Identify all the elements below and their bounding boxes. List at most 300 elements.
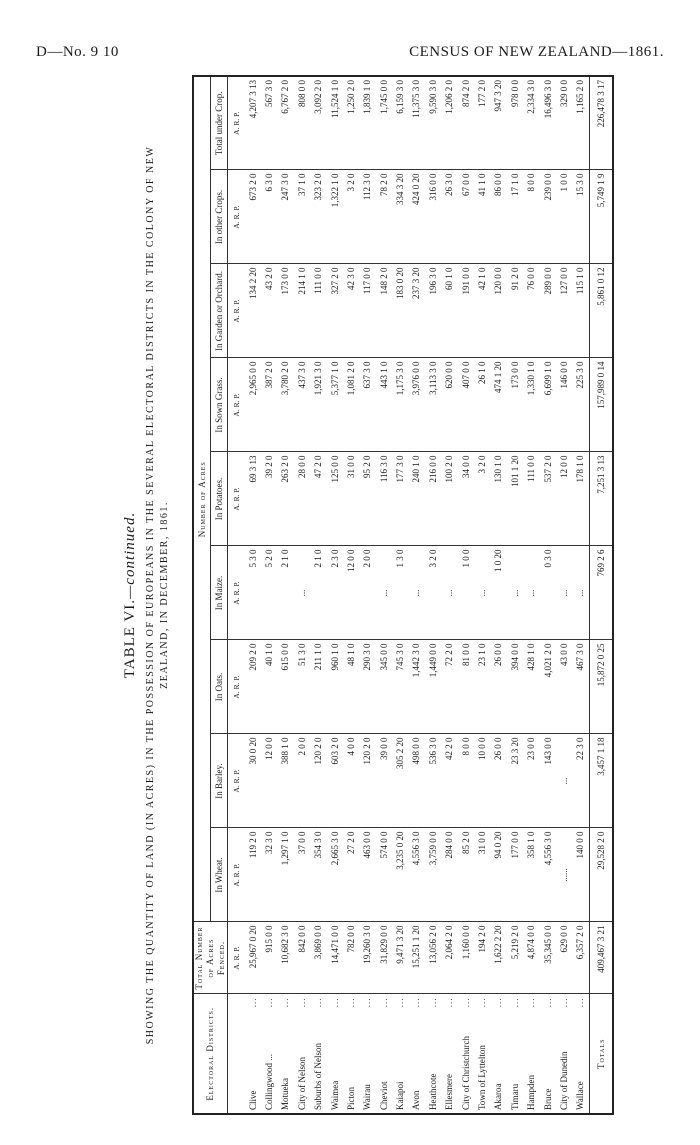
- wheat-cell: 463 0 0: [359, 828, 375, 922]
- totals-fenced-cell: 409,467 3 21: [589, 922, 613, 994]
- district-cell: [343, 994, 359, 1114]
- header-fenced: Total Number of Acres Fenced.: [193, 922, 228, 994]
- leader-dots: ...: [542, 997, 553, 1008]
- wheat-cell: ......: [556, 828, 572, 922]
- oats-cell: 81 0 0: [457, 640, 473, 734]
- grass-cell: 407 0 0: [457, 358, 473, 452]
- barley-cell: 120 2 0: [359, 734, 375, 828]
- leader-dots: ...: [575, 997, 586, 1008]
- table-row: [523, 76, 539, 1114]
- grass-cell: 26 1 0: [474, 358, 490, 452]
- potatoes-cell: 28 0 0: [294, 452, 310, 546]
- maize-cell: 5 2 0: [261, 546, 277, 640]
- garden-cell: 214 1 0: [294, 264, 310, 358]
- other-cell: 1 0 0: [556, 170, 572, 264]
- fenced-cell: 782 0 0: [343, 922, 359, 994]
- potatoes-cell: 39 2 0: [261, 452, 277, 546]
- total-cell: 11,524 1 0: [326, 76, 342, 170]
- table-row: [244, 76, 260, 1114]
- barley-cell: 305 2 20: [392, 734, 408, 828]
- fenced-cell: 1,622 2 20: [490, 922, 506, 994]
- potatoes-cell: 116 3 0: [376, 452, 392, 546]
- potatoes-cell: 31 0 0: [343, 452, 359, 546]
- header-district: Electoral Districts.: [193, 994, 228, 1114]
- potatoes-cell: 178 1 0: [572, 452, 589, 546]
- district-name: Picton: [345, 1086, 356, 1110]
- leader-dots: ...: [329, 997, 340, 1008]
- grass-cell: 1,921 3 0: [310, 358, 326, 452]
- wheat-cell: 4,556 3 0: [539, 828, 555, 922]
- wheat-cell: 3,235 0 20: [392, 828, 408, 922]
- unit-cell: A. R. P.: [228, 452, 245, 546]
- garden-cell: 148 2 0: [376, 264, 392, 358]
- district-cell: [457, 994, 473, 1114]
- potatoes-cell: 130 1 0: [490, 452, 506, 546]
- district-cell: [572, 994, 589, 1114]
- barley-cell: 23 0 0: [523, 734, 539, 828]
- barley-cell: 30 0 20: [244, 734, 260, 828]
- unit-cell: A. R. P.: [228, 828, 245, 922]
- barley-cell: 2 0 0: [294, 734, 310, 828]
- leader-dots: ...: [444, 997, 455, 1008]
- garden-cell: 327 2 0: [326, 264, 342, 358]
- grass-cell: 3,976 0 0: [408, 358, 424, 452]
- table-row: [359, 76, 375, 1114]
- garden-cell: 76 0 0: [523, 264, 539, 358]
- header-garden: In Garden or Orchard.: [211, 264, 228, 358]
- leader-dots: ...: [427, 997, 438, 1008]
- totals-row: [589, 76, 613, 1114]
- header-wheat: In Wheat.: [211, 828, 228, 922]
- totals-total-cell: 226,478 3 17: [589, 76, 613, 170]
- wheat-cell: 119 2 0: [244, 828, 260, 922]
- header-number-of-acres: Number of Acres: [193, 76, 211, 922]
- fenced-cell: 1,160 0 0: [457, 922, 473, 994]
- total-cell: 978 0 0: [507, 76, 523, 170]
- fenced-cell: 6,357 2 0: [572, 922, 589, 994]
- district-name: Avon: [411, 1090, 422, 1110]
- garden-cell: 60 1 0: [441, 264, 457, 358]
- running-title: CENSUS OF NEW ZEALAND—1861.: [409, 44, 664, 60]
- wheat-cell: 140 0 0: [572, 828, 589, 922]
- oats-cell: 40 1 0: [261, 640, 277, 734]
- district-cell: [376, 994, 392, 1114]
- leader-dots: ...: [345, 997, 356, 1008]
- oats-cell: 26 0 0: [490, 640, 506, 734]
- potatoes-cell: 101 1 20: [507, 452, 523, 546]
- table-row: [310, 76, 326, 1114]
- table-row: [326, 76, 342, 1114]
- garden-cell: 115 1 0: [572, 264, 589, 358]
- garden-cell: 117 0 0: [359, 264, 375, 358]
- table-title: [122, 75, 139, 1115]
- fenced-cell: 629 0 0: [556, 922, 572, 994]
- total-cell: 1,165 2 0: [572, 76, 589, 170]
- potatoes-cell: 100 2 0: [441, 452, 457, 546]
- district-name: Kaiapoi: [395, 1081, 406, 1110]
- wheat-cell: 354 3 0: [310, 828, 326, 922]
- district-cell: [425, 994, 441, 1114]
- census-table: [192, 75, 614, 1115]
- other-cell: 3 2 0: [343, 170, 359, 264]
- maize-cell: 5 3 0: [244, 546, 260, 640]
- table-subtitle: SHOWING THE QUANTITY OF LAND (IN ACRES) IN THE POSSESSION OF EUROPEANS IN THE SEVERAL ELECTORAL DISTRICTS IN THE COLONY OF NEW ZEALAND, IN DECEMBER, 1861.: [145, 145, 170, 1045]
- unit-cell: A. R. P.: [228, 922, 245, 994]
- wheat-cell: 358 1 0: [523, 828, 539, 922]
- barley-cell: 603 2 0: [326, 734, 342, 828]
- potatoes-cell: 34 0 0: [457, 452, 473, 546]
- barley-cell: 498 0 0: [408, 734, 424, 828]
- table-row: [490, 76, 506, 1114]
- totals-maize-cell: 769 2 6: [589, 546, 613, 640]
- wheat-cell: 94 0 20: [490, 828, 506, 922]
- other-cell: 316 0 0: [425, 170, 441, 264]
- leader-dots: ...: [378, 997, 389, 1008]
- district-cell: [310, 994, 326, 1114]
- oats-cell: 290 3 0: [359, 640, 375, 734]
- district-name: Heathcote: [427, 1073, 438, 1110]
- other-cell: 247 3 0: [277, 170, 293, 264]
- potatoes-cell: 12 0 0: [556, 452, 572, 546]
- other-cell: 8 0 0: [523, 170, 539, 264]
- district-cell: [441, 994, 457, 1114]
- table-row: [343, 76, 359, 1114]
- other-cell: 15 3 0: [572, 170, 589, 264]
- wheat-cell: 284 0 0: [441, 828, 457, 922]
- district-cell: [556, 994, 572, 1114]
- table-row: [392, 76, 408, 1114]
- oats-cell: 615 0 0: [277, 640, 293, 734]
- maize-cell: 3 2 0: [425, 546, 441, 640]
- leader-dots: ...: [247, 997, 258, 1008]
- garden-cell: 183 0 20: [392, 264, 408, 358]
- table-row: [539, 76, 555, 1114]
- district-name: Hampden: [526, 1075, 537, 1110]
- page-number: D—No. 9 10: [36, 44, 119, 60]
- barley-cell: 8 0 0: [457, 734, 473, 828]
- table-row: [376, 76, 392, 1114]
- total-cell: 1,745 0 0: [376, 76, 392, 170]
- district-name: Town of Lyttelton: [477, 1045, 488, 1110]
- garden-cell: 191 0 0: [457, 264, 473, 358]
- fenced-cell: 19,260 3 0: [359, 922, 375, 994]
- leader-dots: ...: [460, 997, 471, 1008]
- leader-dots: ...: [362, 997, 373, 1008]
- wheat-cell: 574 0 0: [376, 828, 392, 922]
- table-row: [294, 76, 310, 1114]
- district-cell: [523, 994, 539, 1114]
- oats-cell: 23 1 0: [474, 640, 490, 734]
- grass-cell: 437 3 0: [294, 358, 310, 452]
- fenced-cell: 2,064 2 0: [441, 922, 457, 994]
- district-name: Motueka: [280, 1078, 291, 1110]
- wheat-cell: 85 2 0: [457, 828, 473, 922]
- grass-cell: 387 2 0: [261, 358, 277, 452]
- district-cell: [507, 994, 523, 1114]
- total-cell: 808 0 0: [294, 76, 310, 170]
- totals-other-cell: 5,749 1 9: [589, 170, 613, 264]
- fenced-cell: 3,869 0 0: [310, 922, 326, 994]
- other-cell: 323 2 0: [310, 170, 326, 264]
- potatoes-cell: 3 2 0: [474, 452, 490, 546]
- garden-cell: 42 3 0: [343, 264, 359, 358]
- grass-cell: 146 0 0: [556, 358, 572, 452]
- potatoes-cell: 111 0 0: [523, 452, 539, 546]
- total-cell: 1,839 1 0: [359, 76, 375, 170]
- total-cell: 329 0 0: [556, 76, 572, 170]
- barley-cell: 120 2 0: [310, 734, 326, 828]
- maize-cell: ...: [523, 546, 539, 640]
- potatoes-cell: 95 2 0: [359, 452, 375, 546]
- maize-cell: 1 0 20: [490, 546, 506, 640]
- leader-dots: ...: [493, 997, 504, 1008]
- totals-district-cell: Totals: [589, 994, 613, 1114]
- other-cell: 424 0 20: [408, 170, 424, 264]
- oats-cell: 48 1 0: [343, 640, 359, 734]
- other-cell: 239 0 0: [539, 170, 555, 264]
- potatoes-cell: 216 0 0: [425, 452, 441, 546]
- district-name: City of Dunedin: [559, 1051, 569, 1110]
- maize-cell: 1 3 0: [392, 546, 408, 640]
- potatoes-cell: 47 2 0: [310, 452, 326, 546]
- unit-cell: A. R. P.: [228, 76, 245, 170]
- total-cell: 6,159 3 0: [392, 76, 408, 170]
- header-maize: In Maize.: [211, 546, 228, 640]
- unit-cell: A. R. P.: [228, 734, 245, 828]
- barley-cell: 42 2 0: [441, 734, 457, 828]
- total-cell: 947 3 20: [490, 76, 506, 170]
- district-cell: [326, 994, 342, 1114]
- garden-cell: 289 0 0: [539, 264, 555, 358]
- total-cell: 4,207 3 13: [244, 76, 260, 170]
- oats-cell: 467 3 0: [572, 640, 589, 734]
- wheat-cell: 2,665 3 0: [326, 828, 342, 922]
- units-row: [228, 76, 245, 1114]
- district-cell: [359, 994, 375, 1114]
- rotated-table-block: [122, 75, 697, 1115]
- wheat-cell: 3,759 0 0: [425, 828, 441, 922]
- garden-cell: 43 2 0: [261, 264, 277, 358]
- unit-cell: A. R. P.: [228, 640, 245, 734]
- leader-dots: ...: [411, 997, 422, 1008]
- header-barley: In Barley.: [211, 734, 228, 828]
- district-name: Timaru: [509, 1083, 520, 1110]
- district-cell: [392, 994, 408, 1114]
- grass-cell: 1,175 3 0: [392, 358, 408, 452]
- totals-wheat-cell: 29,528 2 0: [589, 828, 613, 922]
- leader-dots: ...: [526, 997, 537, 1008]
- table-row: [441, 76, 457, 1114]
- barley-cell: 22 3 0: [572, 734, 589, 828]
- district-name: Cheviot: [378, 1081, 389, 1110]
- grass-cell: 2,965 0 0: [244, 358, 260, 452]
- grass-cell: 225 3 0: [572, 358, 589, 452]
- maize-cell: 1 0 0: [457, 546, 473, 640]
- total-cell: 567 3 0: [261, 76, 277, 170]
- oats-cell: 745 3 0: [392, 640, 408, 734]
- leader-dots: ...: [509, 997, 520, 1008]
- district-cell: [277, 994, 293, 1114]
- header-total-crop: Total under Crop.: [211, 76, 228, 170]
- other-cell: 17 1 0: [507, 170, 523, 264]
- other-cell: 86 0 0: [490, 170, 506, 264]
- wheat-cell: 27 2 0: [343, 828, 359, 922]
- wheat-cell: 1,297 1 0: [277, 828, 293, 922]
- district-name: Suburbs of Nelson: [313, 1043, 324, 1110]
- other-cell: 26 3 0: [441, 170, 457, 264]
- barley-cell: 388 1 0: [277, 734, 293, 828]
- district-cell: [474, 994, 490, 1114]
- table-row: [408, 76, 424, 1114]
- oats-cell: 428 1 0: [523, 640, 539, 734]
- barley-cell: 4 0 0: [343, 734, 359, 828]
- potatoes-cell: 177 3 0: [392, 452, 408, 546]
- grass-cell: 3,113 3 0: [425, 358, 441, 452]
- table-row: [457, 76, 473, 1114]
- fenced-cell: 915 0 0: [261, 922, 277, 994]
- other-cell: 112 3 0: [359, 170, 375, 264]
- table-row: [556, 76, 572, 1114]
- district-cell: [244, 994, 260, 1114]
- total-cell: 1,250 2 0: [343, 76, 359, 170]
- wheat-cell: 31 0 0: [474, 828, 490, 922]
- total-cell: 177 2 0: [474, 76, 490, 170]
- grass-cell: 637 3 0: [359, 358, 375, 452]
- other-cell: 41 1 0: [474, 170, 490, 264]
- grass-cell: 1,330 1 0: [523, 358, 539, 452]
- total-cell: 9,590 3 0: [425, 76, 441, 170]
- district-name: Collingwood ...: [263, 1053, 274, 1110]
- garden-cell: 237 3 20: [408, 264, 424, 358]
- grass-cell: 474 1 20: [490, 358, 506, 452]
- totals-barley-cell: 3,457 1 18: [589, 734, 613, 828]
- maize-cell: 2 1 0: [277, 546, 293, 640]
- leader-dots: ...: [296, 997, 307, 1008]
- header-other-crops: In other Crops.: [211, 170, 228, 264]
- barley-cell: 26 0 0: [490, 734, 506, 828]
- oats-cell: 345 0 0: [376, 640, 392, 734]
- unit-cell: A. R. P.: [228, 170, 245, 264]
- totals-grass-cell: 157,989 0 14: [589, 358, 613, 452]
- total-cell: 874 2 0: [457, 76, 473, 170]
- garden-cell: 196 3 0: [425, 264, 441, 358]
- table-row: [425, 76, 441, 1114]
- unit-cell: A. R. P.: [228, 358, 245, 452]
- garden-cell: 91 2 0: [507, 264, 523, 358]
- other-cell: 78 2 0: [376, 170, 392, 264]
- district-cell: [539, 994, 555, 1114]
- barley-cell: ...: [556, 734, 572, 828]
- district-name: City of Christchurch: [460, 1036, 471, 1110]
- grass-cell: 443 1 0: [376, 358, 392, 452]
- oats-cell: 211 1 0: [310, 640, 326, 734]
- maize-cell: ...: [556, 546, 572, 640]
- oats-cell: 960 1 0: [326, 640, 342, 734]
- header-oats: In Oats.: [211, 640, 228, 734]
- maize-cell: 2 1 0: [310, 546, 326, 640]
- leader-dots: ...: [477, 997, 488, 1008]
- fenced-cell: 13,056 2 0: [425, 922, 441, 994]
- garden-cell: 42 1 0: [474, 264, 490, 358]
- other-cell: 673 2 0: [244, 170, 260, 264]
- barley-cell: 12 0 0: [261, 734, 277, 828]
- district-cell: [408, 994, 424, 1114]
- table-row: [474, 76, 490, 1114]
- maize-cell: 2 3 0: [326, 546, 342, 640]
- district-name: Clive: [247, 1090, 258, 1110]
- oats-cell: 1,449 0 0: [425, 640, 441, 734]
- fenced-cell: 9,471 3 20: [392, 922, 408, 994]
- maize-cell: ...: [408, 546, 424, 640]
- district-cell: [294, 994, 310, 1114]
- fenced-cell: 25,967 0 20: [244, 922, 260, 994]
- grass-cell: 620 0 0: [441, 358, 457, 452]
- wheat-cell: 32 3 0: [261, 828, 277, 922]
- grass-cell: 6,699 1 0: [539, 358, 555, 452]
- district-name: Bruce: [542, 1088, 553, 1110]
- district-name: Wairau: [362, 1084, 373, 1110]
- leader-dots: ...: [395, 997, 406, 1008]
- maize-cell: 12 0 0: [343, 546, 359, 640]
- total-cell: 16,496 3 0: [539, 76, 555, 170]
- table-row: [277, 76, 293, 1114]
- maize-cell: ...: [376, 546, 392, 640]
- district-name: Ellesmere: [444, 1074, 455, 1110]
- oats-cell: 4,021 2 0: [539, 640, 555, 734]
- barley-cell: 39 0 0: [376, 734, 392, 828]
- oats-cell: 51 3 0: [294, 640, 310, 734]
- district-name: Waimea: [329, 1080, 340, 1110]
- barley-cell: 23 3 20: [507, 734, 523, 828]
- total-cell: 11,375 3 0: [408, 76, 424, 170]
- barley-cell: 536 3 0: [425, 734, 441, 828]
- other-cell: 6 3 0: [261, 170, 277, 264]
- table-body: [228, 76, 613, 1114]
- grass-cell: 173 0 0: [507, 358, 523, 452]
- potatoes-cell: 240 1 0: [408, 452, 424, 546]
- leader-dots: ...: [280, 997, 291, 1008]
- district-cell: [490, 994, 506, 1114]
- fenced-cell: 842 0 0: [294, 922, 310, 994]
- fenced-cell: 10,682 3 0: [277, 922, 293, 994]
- other-cell: 67 0 0: [457, 170, 473, 264]
- district-name: Wallace: [575, 1081, 586, 1110]
- total-cell: 2,334 3 0: [523, 76, 539, 170]
- maize-cell: 0 3 0: [539, 546, 555, 640]
- total-cell: 1,206 2 0: [441, 76, 457, 170]
- oats-cell: 72 2 0: [441, 640, 457, 734]
- oats-cell: 209 2 0: [244, 640, 260, 734]
- leader-dots: ...: [559, 997, 569, 1008]
- grass-cell: 5,377 1 0: [326, 358, 342, 452]
- table-title-text: TABLE VI.: [122, 599, 138, 679]
- fenced-cell: 4,874 0 0: [523, 922, 539, 994]
- total-cell: 3,092 2 0: [310, 76, 326, 170]
- header-sown-grass: In Sown Grass.: [211, 358, 228, 452]
- maize-cell: ...: [507, 546, 523, 640]
- garden-cell: 120 0 0: [490, 264, 506, 358]
- potatoes-cell: 537 2 0: [539, 452, 555, 546]
- oats-cell: 43 0 0: [556, 640, 572, 734]
- unit-cell: A. R. P.: [228, 546, 245, 640]
- potatoes-cell: 263 2 0: [277, 452, 293, 546]
- barley-cell: 143 0 0: [539, 734, 555, 828]
- maize-cell: ...: [572, 546, 589, 640]
- fenced-cell: 15,251 1 20: [408, 922, 424, 994]
- garden-cell: 111 0 0: [310, 264, 326, 358]
- other-cell: 1,322 1 0: [326, 170, 342, 264]
- table-title-continued: —continued.: [122, 511, 138, 600]
